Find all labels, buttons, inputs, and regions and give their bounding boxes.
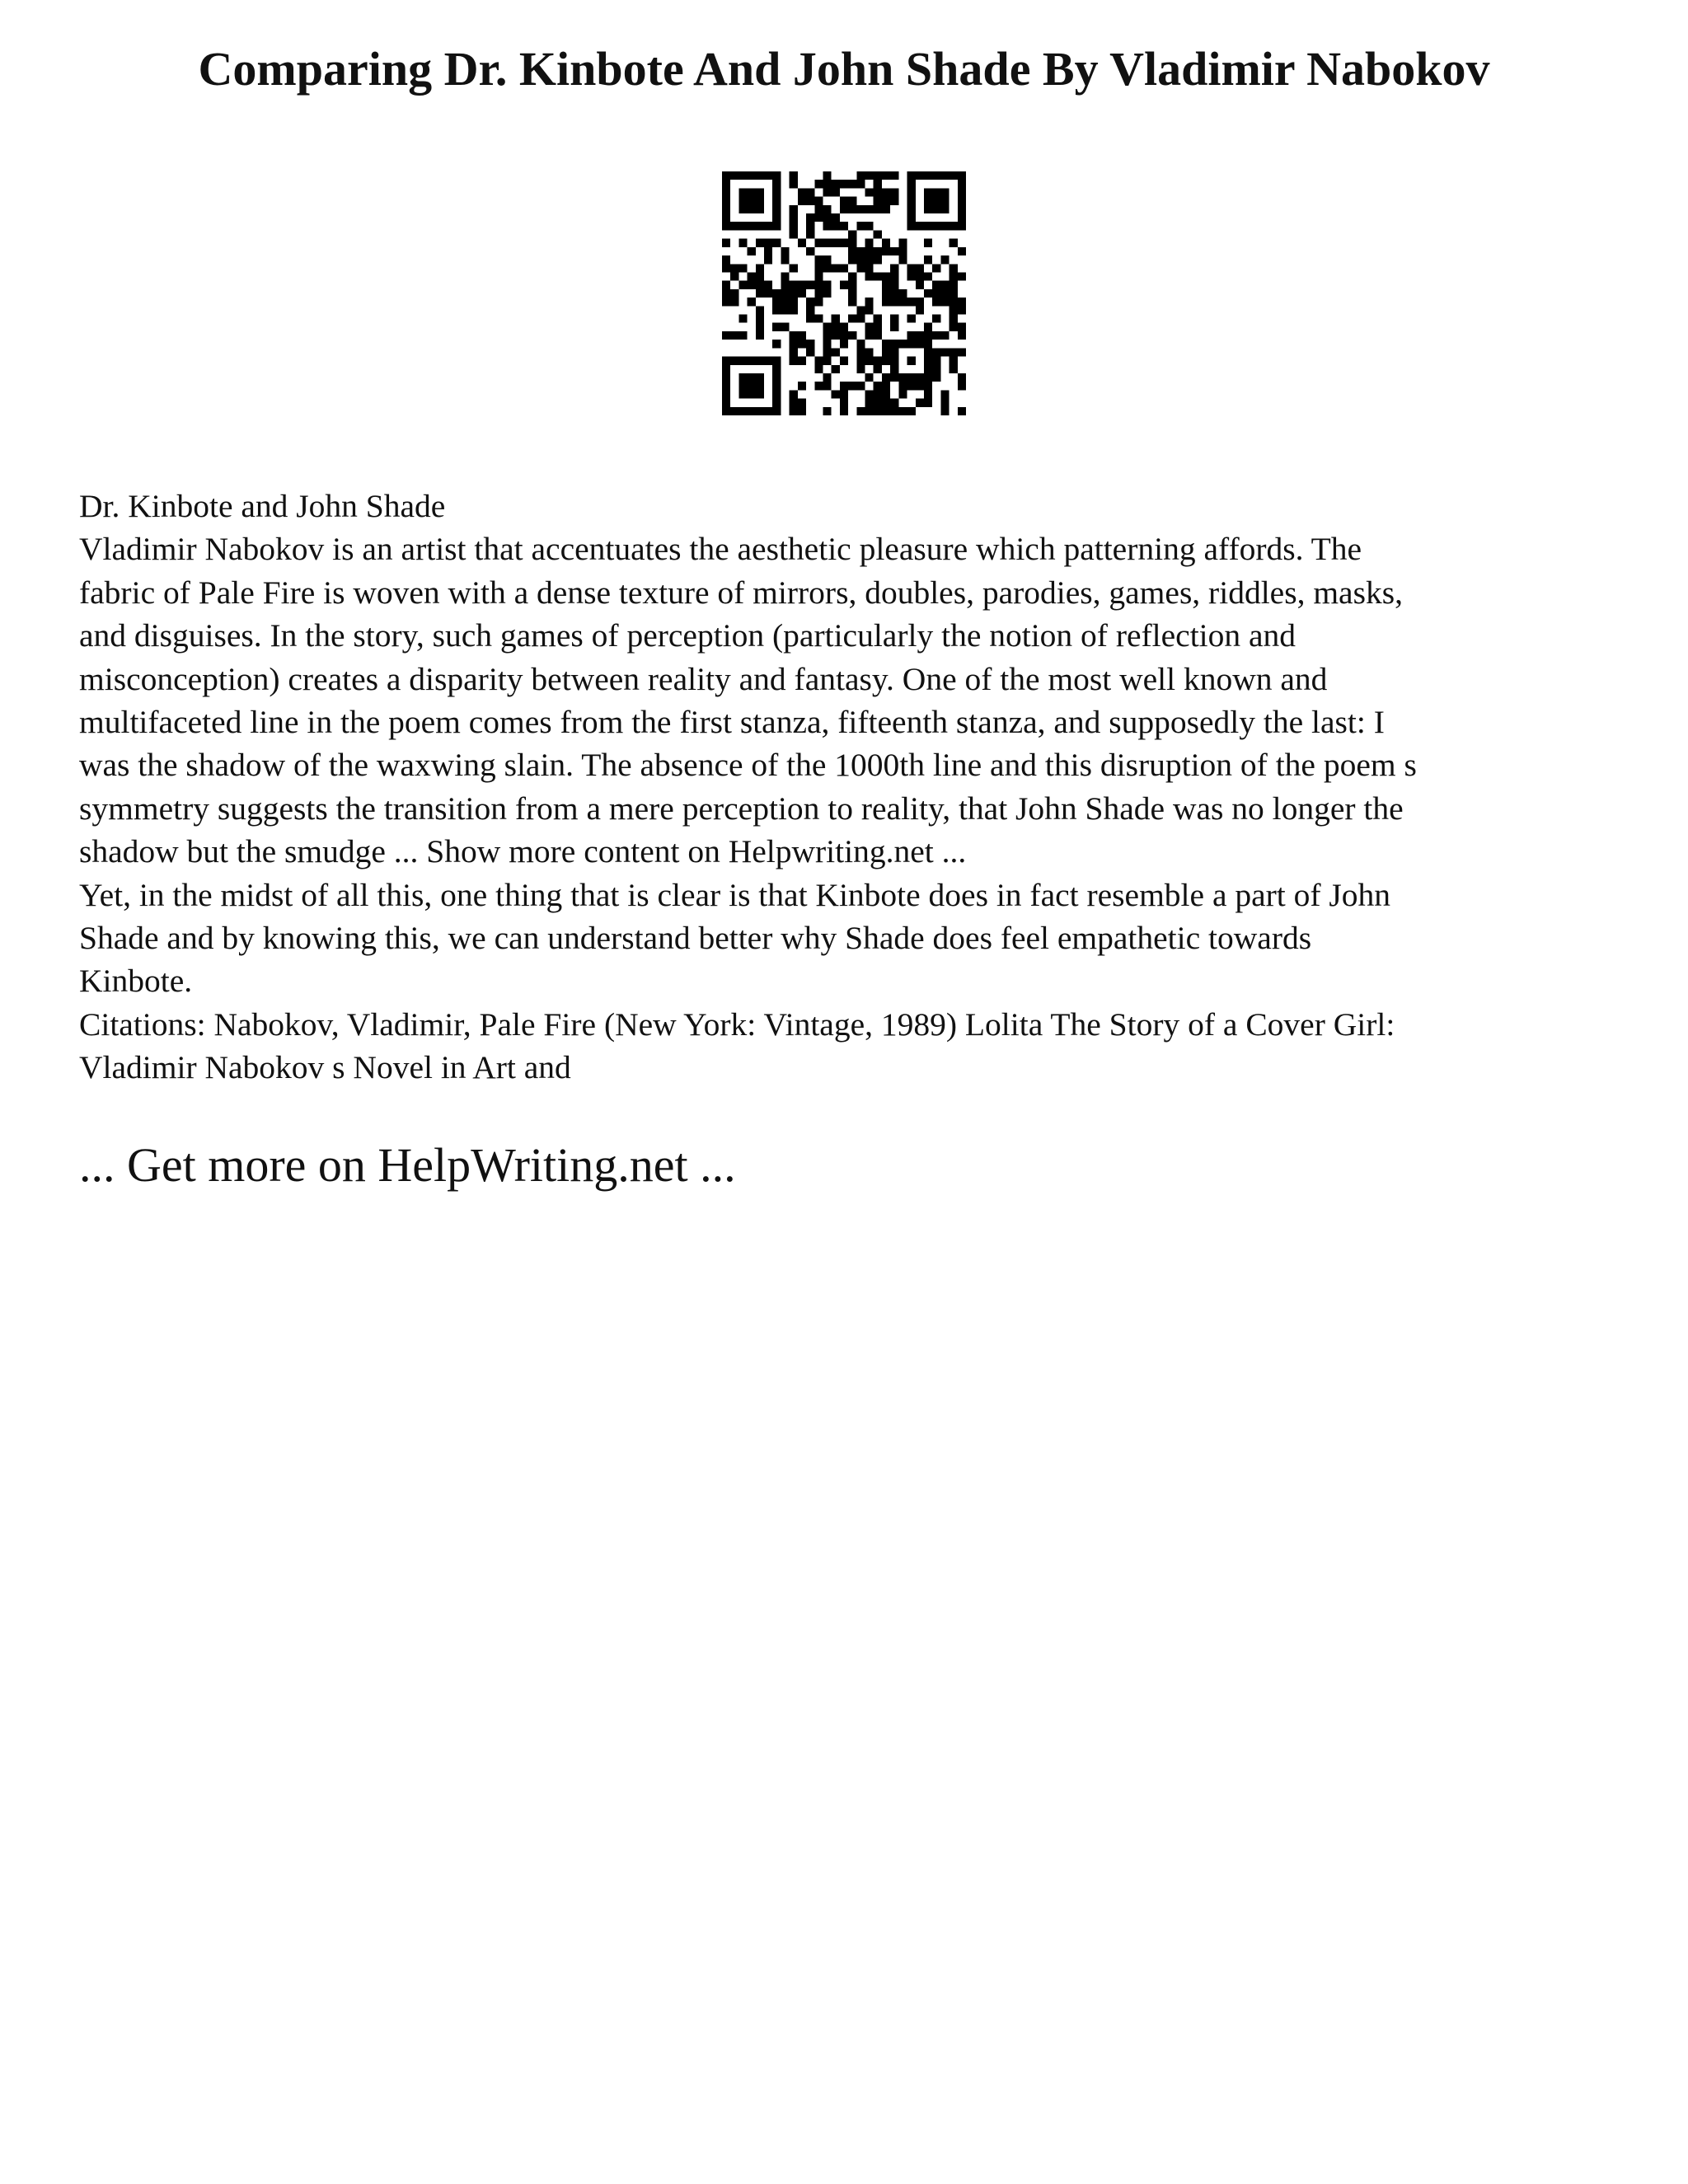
get-more-link[interactable]: ... Get more on HelpWriting.net ...	[79, 1138, 736, 1192]
text-line: Vladimir Nabokov s Novel in Art and	[79, 1049, 571, 1086]
text-line: Shade and by knowing this, we can understand better why Shade does feel empathetic towards	[79, 920, 1312, 957]
paragraph-body	[79, 874, 1629, 1003]
paragraph-citations	[79, 1003, 1629, 1090]
text-line: multifaceted line in the poem comes from the first stanza, fifteenth stanza, and supposedly the last: I	[79, 704, 1385, 741]
text-line: Yet, in the midst of all this, one thing that is clear is that Kinbote does in fact resemble a part of John	[79, 876, 1391, 913]
text-line: shadow but the smudge ... Show more content on Helpwriting.net ...	[79, 833, 967, 870]
page-title: Comparing Dr. Kinbote And John Shade By Vladimir Nabokov	[198, 42, 1490, 96]
text-line: was the shadow of the waxwing slain. The absence of the 1000th line and this disruption of the poem s	[79, 747, 1417, 784]
article-body	[79, 485, 1629, 1090]
text-line: fabric of Pale Fire is woven with a dense texture of mirrors, doubles, parodies, games, riddles, masks,	[79, 574, 1403, 611]
paragraph-heading	[79, 485, 1629, 527]
text-line: Dr. Kinbote and John Shade	[79, 488, 446, 524]
text-line: Vladimir Nabokov is an artist that accentuates the aesthetic pleasure which patterning affords. The	[79, 531, 1362, 568]
paragraph-intro	[79, 527, 1629, 873]
text-line: symmetry suggests the transition from a mere perception to reality, that John Shade was no longer the	[79, 790, 1404, 827]
text-line: and disguises. In the story, such games of perception (particularly the notion of reflection and	[79, 617, 1296, 654]
qr-code-icon	[722, 171, 966, 415]
text-line: Kinbote.	[79, 963, 193, 1000]
text-line: Citations: Nabokov, Vladimir, Pale Fire (New York: Vintage, 1989) Lolita The Story of a Cover Girl:	[79, 1005, 1395, 1043]
qr-code-graphic	[722, 171, 966, 415]
text-line: misconception) creates a disparity between reality and fantasy. One of the most well known and	[79, 660, 1328, 697]
